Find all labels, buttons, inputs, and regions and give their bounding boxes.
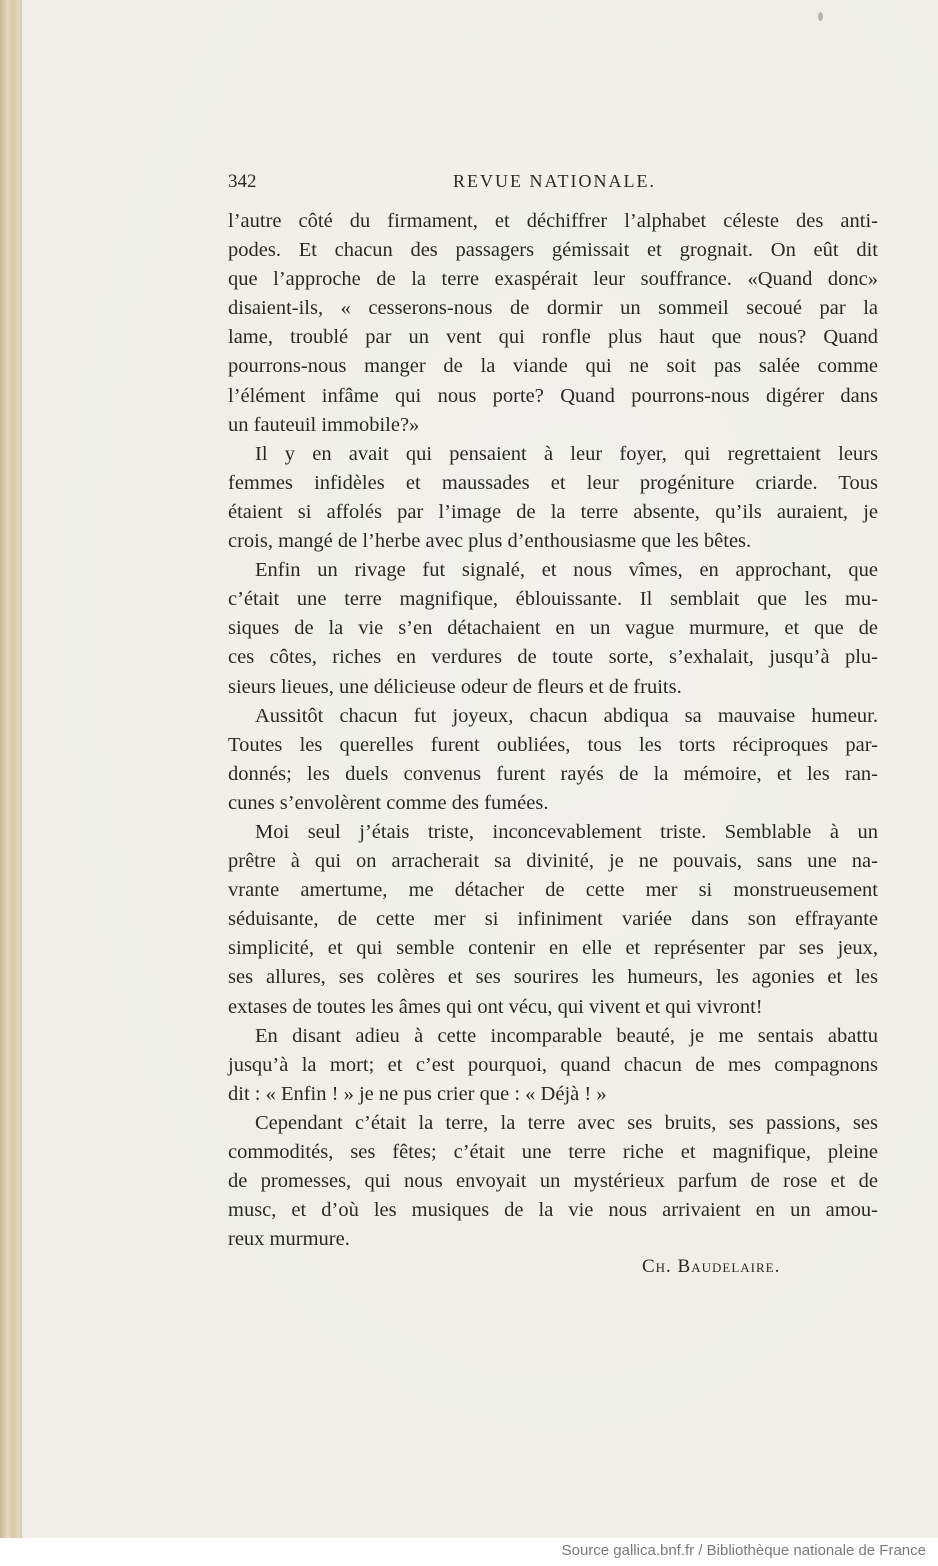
text-line: jusqu’à la mort; et c’est pourquoi, quand chacun de mes compagnons [228, 1053, 878, 1076]
page-binding-edge [0, 0, 22, 1538]
text-line: c’était une terre magnifique, éblouissante. Il semblait que les mu- [228, 588, 878, 611]
text-line: prêtre à qui on arracherait sa divinité, je ne pouvais, sans une na- [228, 850, 878, 873]
text-line: disaient-ils, « cesserons-nous de dormir un sommeil secoué par la [228, 297, 878, 320]
text-line: Moi seul j’étais triste, inconcevablement triste. Semblable à un [255, 820, 878, 843]
text-line: vrante amertume, me détacher de cette mer si monstrueusement [228, 879, 878, 902]
text-line: l’élément infâme qui nous porte? Quand pourrons-nous digérer dans [228, 384, 878, 407]
text-line: dit : « Enfin ! » je ne pus crier que : « Déjà ! » [228, 1082, 607, 1105]
paper-speck [818, 12, 823, 21]
text-line: de promesses, qui nous envoyait un mystérieux parfum de rose et de [228, 1170, 878, 1193]
text-line: cunes s’envolèrent comme des fumées. [228, 791, 549, 814]
text-line: un fauteuil immobile?» [228, 413, 420, 436]
text-line: crois, mangé de l’herbe avec plus d’enthousiasme que les bêtes. [228, 530, 752, 553]
text-line: ces côtes, riches en verdures de toute sorte, s’exhalait, jusqu’à plu- [228, 646, 878, 669]
text-line: podes. Et chacun des passagers gémissait et grognait. On eût dit [228, 239, 878, 262]
text-line: musc, et d’où les musiques de la vie nous arrivaient en un amou- [228, 1199, 878, 1222]
text-line: En disant adieu à cette incomparable beauté, je me sentais abattu [255, 1024, 878, 1047]
text-line: reux murmure. [228, 1228, 350, 1251]
text-line: pourrons-nous manger de la viande qui ne soit pas salée comme [228, 355, 878, 378]
author-signature: Ch. Baudelaire. [642, 1256, 781, 1277]
page-header [228, 171, 878, 201]
source-bar [0, 1538, 938, 1566]
text-line: Aussitôt chacun fut joyeux, chacun abdiqua sa mauvaise humeur. [255, 704, 878, 727]
text-line: étaient si affolés par l’image de la terre absente, qu’ils auraient, je [228, 500, 878, 523]
text-line: sieurs lieues, une délicieuse odeur de fleurs et de fruits. [228, 675, 682, 698]
text-line: Cependant c’était la terre, la terre avec ses bruits, ses passions, ses [255, 1111, 878, 1134]
text-line: donnés; les duels convenus furent rayés de la mémoire, et les ran- [228, 762, 878, 785]
text-line: femmes infidèles et maussades et leur progéniture criarde. Tous [228, 471, 878, 494]
text-line: que l’approche de la terre exaspérait leur souffrance. «Quand donc» [228, 268, 878, 291]
text-line: l’autre côté du firmament, et déchiffrer l’alphabet céleste des anti- [228, 210, 878, 232]
source-credit: Source gallica.bnf.fr / Bibliothèque nationale de France [561, 1542, 926, 1559]
text-line: siques de la vie s’en détachaient en un vague murmure, et que de [228, 617, 878, 640]
page-number: 342 [228, 171, 257, 192]
text-line: Il y en avait qui pensaient à leur foyer, qui regrettaient leurs [255, 442, 878, 465]
text-body [228, 207, 878, 1254]
text-line: Toutes les querelles furent oubliées, tous les torts réciproques par- [228, 733, 878, 756]
text-line: simplicité, et qui semble contenir en elle et représenter par ses jeux, [228, 937, 878, 960]
text-line: Enfin un rivage fut signalé, et nous vîmes, en approchant, que [255, 559, 878, 582]
running-title: REVUE NATIONALE. [453, 171, 656, 191]
text-line: séduisante, de cette mer si infiniment variée dans son effrayante [228, 908, 878, 931]
text-line: extases de toutes les âmes qui ont vécu, qui vivent et qui vivront! [228, 995, 763, 1018]
text-line: commodités, ses fêtes; c’était une terre riche et magnifique, pleine [228, 1141, 878, 1163]
text-line: lame, troublé par un vent qui ronfle plus haut que nous? Quand [228, 326, 878, 349]
text-line: ses allures, ses colères et ses sourires les humeurs, les agonies et les [228, 966, 878, 989]
